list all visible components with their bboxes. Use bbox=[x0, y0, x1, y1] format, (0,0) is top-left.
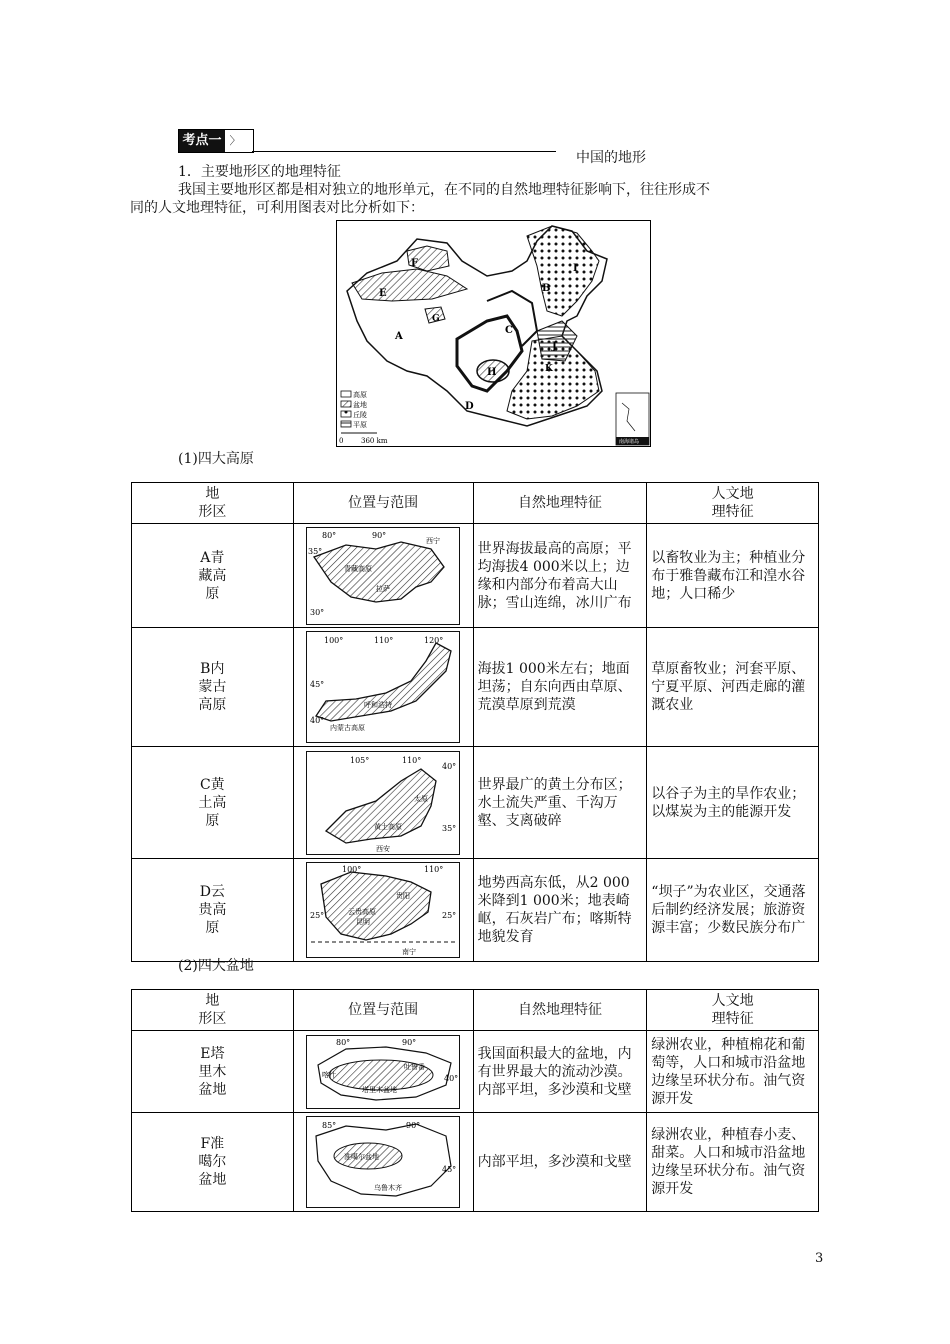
header-human: 人文地 理特征 bbox=[647, 990, 819, 1031]
place-label: 贵阳 bbox=[396, 892, 411, 900]
deg-label: 40° bbox=[442, 761, 457, 771]
human-features: 以谷子为主的旱作农业；以煤炭为主的能源开发 bbox=[647, 747, 819, 859]
place-label: 南宁 bbox=[402, 948, 417, 956]
region-name: A青 藏高 原 bbox=[132, 524, 294, 628]
table-row bbox=[132, 628, 819, 747]
loess-plateau-map bbox=[306, 751, 460, 855]
deg-label: 45° bbox=[310, 680, 325, 689]
yungui-plateau-map bbox=[306, 862, 460, 958]
map-label-k: K bbox=[545, 364, 553, 374]
deg-label: 110° bbox=[424, 865, 444, 874]
basin-caption: (2)四大盆地 bbox=[178, 958, 254, 974]
region-name: E塔 里木 盆地 bbox=[132, 1031, 294, 1113]
deg-label: 120° bbox=[424, 636, 444, 645]
header-rule bbox=[252, 151, 556, 152]
intro-line-1: 我国主要地形区都是相对独立的地形单元，在不同的自然地理特征影响下，往往形成不 bbox=[178, 182, 710, 198]
plateau-caption: (1)四大高原 bbox=[178, 451, 254, 467]
place-label: 黄土高原 bbox=[374, 822, 403, 831]
junggar-basin-map bbox=[306, 1116, 460, 1208]
deg-label: 80° bbox=[336, 1037, 351, 1047]
table-row bbox=[132, 859, 819, 962]
plateau-table bbox=[131, 482, 819, 962]
place-label: 乌鲁木齐 bbox=[374, 1184, 403, 1192]
place-label: 吐鲁番 bbox=[404, 1062, 426, 1071]
region-name: F准 噶尔 盆地 bbox=[132, 1113, 294, 1212]
deg-label: 110° bbox=[374, 636, 394, 645]
deg-label: 100° bbox=[342, 865, 362, 874]
place-label: 内蒙古高原 bbox=[330, 724, 366, 732]
natural-features: 内部平坦，多沙漠和戈壁 bbox=[473, 1113, 647, 1212]
deg-label: 100° bbox=[324, 636, 344, 645]
region-name: C黄 土高 原 bbox=[132, 747, 294, 859]
deg-label: 105° bbox=[350, 755, 370, 765]
scale-label: 360 km bbox=[361, 437, 388, 445]
natural-features: 世界海拔最高的高原；平均海拔4 000米以上；边缘和内部分布着高大山脉；雪山连绵，冰川广布 bbox=[473, 524, 647, 628]
table-header-row bbox=[132, 483, 819, 524]
legend-plateau: 高原 bbox=[353, 391, 367, 399]
inner-mongolia-map bbox=[306, 631, 460, 743]
deg-label: 110° bbox=[402, 755, 422, 765]
region-name: B内 蒙古 高原 bbox=[132, 628, 294, 747]
deg-label: 30° bbox=[310, 607, 325, 617]
map-label-c: C bbox=[505, 325, 513, 336]
legend-hills: 丘陵 bbox=[353, 411, 367, 419]
deg-label: 40° bbox=[310, 716, 325, 725]
place-label: 塔里木盆地 bbox=[362, 1085, 398, 1094]
page-number: 3 bbox=[815, 1251, 824, 1266]
human-features: 绿洲农业，种植棉花和葡萄等，人口和城市沿盆地边缘呈环状分布。油气资源开发 bbox=[647, 1031, 819, 1113]
header-region: 地 形区 bbox=[132, 990, 294, 1031]
map-label-i: I bbox=[573, 263, 578, 274]
deg-label: 85° bbox=[322, 1121, 337, 1130]
map-label-g: G bbox=[432, 314, 440, 324]
legend-basin: 盆地 bbox=[353, 401, 367, 409]
table-row bbox=[132, 1113, 819, 1212]
place-label: 准噶尔盆地 bbox=[344, 1153, 380, 1161]
map-label-f: F bbox=[411, 258, 419, 269]
header-natural: 自然地理特征 bbox=[473, 483, 647, 524]
region-name: D云 贵高 原 bbox=[132, 859, 294, 962]
section-title: 中国的地形 bbox=[576, 150, 646, 166]
place-label: 西安 bbox=[376, 844, 391, 853]
intro-line-2: 同的人文地理特征，可利用图表对比分析如下： bbox=[130, 200, 424, 216]
qinghai-tibet-map bbox=[306, 527, 460, 625]
place-label: 西宁 bbox=[426, 536, 441, 545]
china-terrain-map bbox=[336, 220, 651, 447]
deg-label: 45° bbox=[442, 1165, 457, 1174]
map-label-j: J bbox=[552, 341, 557, 352]
location-map bbox=[293, 1113, 473, 1212]
location-map bbox=[293, 1031, 473, 1113]
deg-label: 35° bbox=[442, 823, 457, 833]
natural-features: 我国面积最大的盆地，内有世界最大的流动沙漠。内部平坦，多沙漠和戈壁 bbox=[473, 1031, 647, 1113]
table-row bbox=[132, 1031, 819, 1113]
deg-label: 25° bbox=[442, 911, 457, 920]
header-human: 人文地 理特征 bbox=[647, 483, 819, 524]
inset-label: 南海诸岛 bbox=[619, 439, 640, 445]
section-badge bbox=[178, 129, 254, 153]
natural-features: 地势西高东低，从2 000米降到1 000米；地表崎岖，石灰岩广布；喀斯特地貌发育 bbox=[473, 859, 647, 962]
location-map bbox=[293, 747, 473, 859]
deg-label: 25° bbox=[310, 911, 325, 920]
map-label-h: H bbox=[487, 367, 497, 378]
table-header-row bbox=[132, 990, 819, 1031]
location-map bbox=[293, 524, 473, 628]
place-label: 拉萨 bbox=[376, 584, 391, 593]
map-label-b: B bbox=[542, 283, 551, 294]
place-label: 青藏高原 bbox=[344, 564, 373, 573]
header-location: 位置与范围 bbox=[293, 990, 473, 1031]
table-row bbox=[132, 524, 819, 628]
chevron-right-icon: 〉 bbox=[225, 130, 245, 152]
deg-label: 90° bbox=[402, 1037, 417, 1047]
human-features: “坝子”为农业区，交通落后制约经济发展；旅游资源丰富；少数民族分布广 bbox=[647, 859, 819, 962]
location-map bbox=[293, 628, 473, 747]
deg-label: 80° bbox=[322, 530, 337, 540]
human-features: 以畜牧业为主；种植业分布于雅鲁藏布江和湟水谷地；人口稀少 bbox=[647, 524, 819, 628]
place-label: 昆明 bbox=[356, 918, 371, 926]
deg-label: 40° bbox=[444, 1073, 459, 1083]
scale-zero: 0 bbox=[339, 437, 344, 445]
place-label: 云贵高原 bbox=[348, 908, 377, 916]
map-label-a: A bbox=[395, 331, 403, 342]
location-map bbox=[293, 859, 473, 962]
place-label: 太原 bbox=[414, 794, 429, 803]
tarim-basin-map bbox=[306, 1035, 460, 1109]
place-label: 喀什 bbox=[322, 1070, 337, 1079]
section-badge-label: 考点一 bbox=[179, 130, 225, 152]
map-label-e: E bbox=[379, 288, 387, 299]
deg-label: 35° bbox=[308, 546, 323, 556]
table-row bbox=[132, 747, 819, 859]
header-natural: 自然地理特征 bbox=[473, 990, 647, 1031]
deg-label: 90° bbox=[372, 530, 387, 540]
place-label: 呼和浩特 bbox=[364, 701, 393, 709]
natural-features: 世界最广的黄土分布区；水土流失严重、千沟万壑、支离破碎 bbox=[473, 747, 647, 859]
natural-features: 海拔1 000米左右；地面坦荡；自东向西由草原、荒漠草原到荒漠 bbox=[473, 628, 647, 747]
deg-label: 90° bbox=[406, 1121, 421, 1130]
map-label-d: D bbox=[465, 401, 474, 412]
header-location: 位置与范围 bbox=[293, 483, 473, 524]
legend-plain: 平原 bbox=[353, 421, 367, 429]
human-features: 草原畜牧业；河套平原、宁夏平原、河西走廊的灌溉农业 bbox=[647, 628, 819, 747]
basin-table bbox=[131, 989, 819, 1212]
subheading: 1．主要地形区的地理特征 bbox=[178, 164, 341, 180]
human-features: 绿洲农业，种植春小麦、甜菜。人口和城市沿盆地边缘呈环状分布。油气资源开发 bbox=[647, 1113, 819, 1212]
header-region: 地 形区 bbox=[132, 483, 294, 524]
